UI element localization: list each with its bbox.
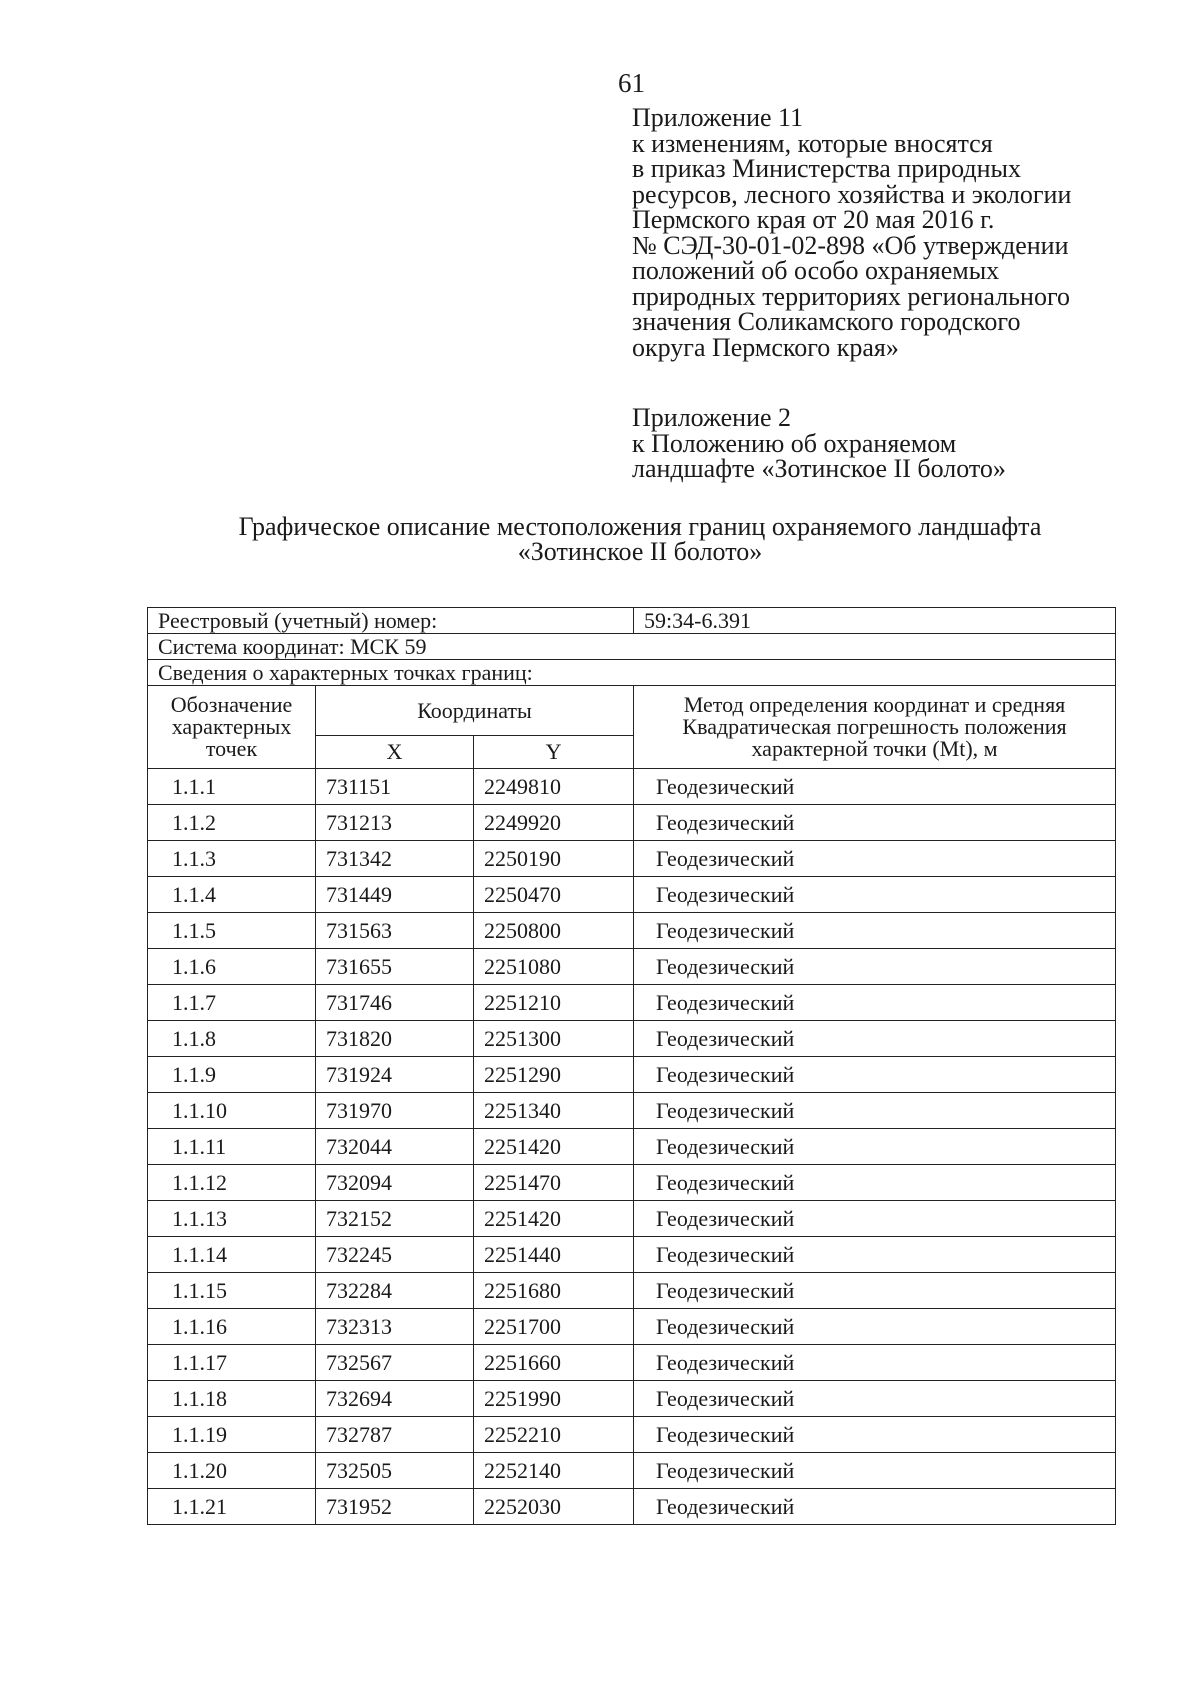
header-row-1 [148,686,1116,736]
coord-system: Система координат: МСК 59 [148,634,1116,660]
x-cell: 732505 [316,1453,474,1489]
table-row [148,1021,1116,1057]
header-coords: Координаты [316,686,634,736]
appendix-2-line: ландшафте «Зотинское II болото» [632,454,1006,483]
appendix-11-line: к изменениям, которые вносятся [632,128,993,158]
x-cell: 732284 [316,1273,474,1309]
point-cell: 1.1.21 [148,1489,316,1525]
method-cell: Геодезический [634,841,1116,877]
table-row [148,877,1116,913]
document-title-line-2: «Зотинское II болото» [517,537,763,566]
point-cell: 1.1.17 [148,1345,316,1381]
x-cell: 731151 [316,769,474,805]
y-cell: 2251290 [474,1057,634,1093]
appendix-11-line: природных территориях регионального [632,281,1070,311]
table-row [148,1381,1116,1417]
point-cell: 1.1.19 [148,1417,316,1453]
table-row [148,841,1116,877]
point-cell: 1.1.4 [148,877,316,913]
appendix-2-header [632,405,1152,482]
x-cell: 731563 [316,913,474,949]
method-cell: Геодезический [634,805,1116,841]
y-cell: 2251680 [474,1273,634,1309]
document-title-line-1: Графическое описание местоположения границ охраняемого ландшафта [238,512,1042,541]
point-cell: 1.1.13 [148,1201,316,1237]
table-row [148,1093,1116,1129]
x-cell: 731342 [316,841,474,877]
method-cell: Геодезический [634,1345,1116,1381]
y-cell: 2251700 [474,1309,634,1345]
table-row [148,1201,1116,1237]
y-cell: 2252030 [474,1489,634,1525]
y-cell: 2251420 [474,1201,634,1237]
y-cell: 2251440 [474,1237,634,1273]
point-cell: 1.1.20 [148,1453,316,1489]
y-cell: 2251420 [474,1129,634,1165]
point-cell: 1.1.15 [148,1273,316,1309]
header-point: Обозначение характерных точек [148,686,316,769]
table-row [148,949,1116,985]
table-row [148,913,1116,949]
point-cell: 1.1.2 [148,805,316,841]
method-cell: Геодезический [634,1021,1116,1057]
x-cell: 732152 [316,1201,474,1237]
header-x: X [316,736,474,769]
method-cell: Геодезический [634,1165,1116,1201]
y-cell: 2249920 [474,805,634,841]
y-cell: 2251340 [474,1093,634,1129]
y-cell: 2251470 [474,1165,634,1201]
point-cell: 1.1.8 [148,1021,316,1057]
y-cell: 2252140 [474,1453,634,1489]
method-cell: Геодезический [634,1381,1116,1417]
method-cell: Геодезический [634,1093,1116,1129]
x-cell: 732094 [316,1165,474,1201]
y-cell: 2251210 [474,985,634,1021]
method-cell: Геодезический [634,877,1116,913]
appendix-11-line: значения Соликамского городского [632,307,1021,336]
table-row [148,1237,1116,1273]
point-cell: 1.1.3 [148,841,316,877]
x-cell: 731746 [316,985,474,1021]
points-caption: Сведения о характерных точках границ: [148,660,1116,686]
y-cell: 2250190 [474,841,634,877]
y-cell: 2251080 [474,949,634,985]
coordinates-table [147,607,1116,1525]
appendix-11-line: ресурсов, лесного хозяйства и экологии [632,179,1072,209]
registry-label: Реестровый (учетный) номер: [148,608,634,634]
method-cell: Геодезический [634,949,1116,985]
y-cell: 2251300 [474,1021,634,1057]
y-cell: 2251660 [474,1345,634,1381]
x-cell: 731820 [316,1021,474,1057]
header-y: Y [474,736,634,769]
table-row [148,769,1116,805]
x-cell: 731449 [316,877,474,913]
x-cell: 732567 [316,1345,474,1381]
x-cell: 732787 [316,1417,474,1453]
appendix-2-line: к Положению об охраняемом [632,428,957,458]
x-cell: 731924 [316,1057,474,1093]
registry-row [148,608,1116,634]
table-row [148,1129,1116,1165]
method-cell: Геодезический [634,1417,1116,1453]
point-cell: 1.1.9 [148,1057,316,1093]
y-cell: 2252210 [474,1417,634,1453]
table-row [148,1273,1116,1309]
point-cell: 1.1.7 [148,985,316,1021]
appendix-2-line: Приложение 2 [632,403,792,432]
registry-value: 59:34-6.391 [634,608,1116,634]
method-cell: Геодезический [634,1201,1116,1237]
appendix-11-line: № СЭД-30-01-02-898 «Об утверждении [632,230,1069,260]
x-cell: 731213 [316,805,474,841]
method-cell: Геодезический [634,769,1116,805]
y-cell: 2250800 [474,913,634,949]
method-cell: Геодезический [634,1273,1116,1309]
method-cell: Геодезический [634,1129,1116,1165]
method-cell: Геодезический [634,913,1116,949]
method-cell: Геодезический [634,1489,1116,1525]
y-cell: 2249810 [474,769,634,805]
method-cell: Геодезический [634,1237,1116,1273]
method-cell: Геодезический [634,1453,1116,1489]
point-cell: 1.1.10 [148,1093,316,1129]
x-cell: 731655 [316,949,474,985]
table-row [148,985,1116,1021]
x-cell: 732694 [316,1381,474,1417]
method-cell: Геодезический [634,1309,1116,1345]
x-cell: 732245 [316,1237,474,1273]
coord-system-row [148,634,1116,660]
table-row [148,1309,1116,1345]
table-row [148,1453,1116,1489]
table-row [148,1417,1116,1453]
point-cell: 1.1.11 [148,1129,316,1165]
appendix-11-line: положений об особо охраняемых [632,256,1000,285]
y-cell: 2251990 [474,1381,634,1417]
point-cell: 1.1.12 [148,1165,316,1201]
point-cell: 1.1.16 [148,1309,316,1345]
point-cell: 1.1.18 [148,1381,316,1417]
point-cell: 1.1.14 [148,1237,316,1273]
point-cell: 1.1.1 [148,769,316,805]
appendix-11-line: округа Пермского края» [632,332,899,362]
appendix-11-line: Пермского края от 20 мая 2016 г. [632,205,995,234]
x-cell: 731970 [316,1093,474,1129]
appendix-11-line: в приказ Министерства природных [632,154,1022,183]
point-cell: 1.1.6 [148,949,316,985]
appendix-11-header [632,105,1152,360]
method-cell: Геодезический [634,985,1116,1021]
header-method: Метод определения координат и средняя Квадратическая погрешность положения характерной точки (Mt), м [634,686,1116,769]
method-cell: Геодезический [634,1057,1116,1093]
appendix-11-line: Приложение 11 [632,103,804,132]
point-cell: 1.1.5 [148,913,316,949]
page-number: 61 [618,68,645,98]
y-cell: 2250470 [474,877,634,913]
table-row [148,1489,1116,1525]
x-cell: 732313 [316,1309,474,1345]
x-cell: 731952 [316,1489,474,1525]
table-row [148,1165,1116,1201]
table-row [148,1345,1116,1381]
table-row [148,1057,1116,1093]
x-cell: 732044 [316,1129,474,1165]
document-title [140,514,1140,564]
table-row [148,805,1116,841]
points-caption-row [148,660,1116,686]
